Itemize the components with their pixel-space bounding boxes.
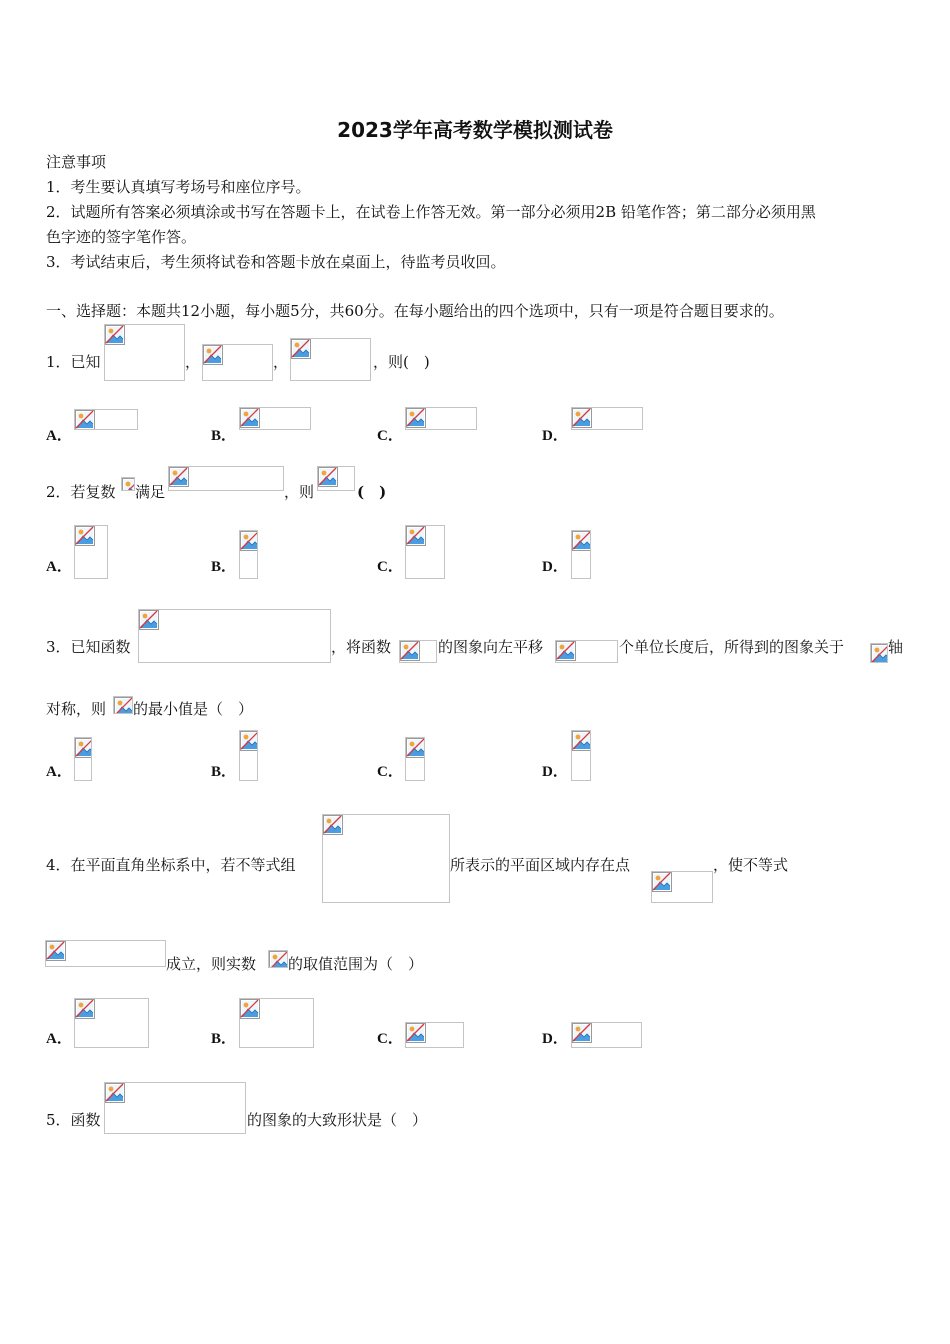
broken-image-icon (572, 408, 592, 428)
question-2-text: 满足 (135, 483, 166, 501)
formula-image[interactable] (405, 1022, 464, 1048)
broken-image-icon (871, 644, 887, 662)
question-3-text: 轴 (888, 638, 904, 656)
formula-image (268, 950, 288, 968)
question-3-text: 对称，则 (46, 700, 107, 718)
option-d-label: D． (542, 559, 568, 575)
broken-image-icon (406, 408, 426, 428)
broken-image-icon (75, 526, 95, 546)
notice-item: 2．试题所有答案必须填涂或书写在答题卡上，在试卷上作答无效。第一部分必须用2B 铅笔作答；第二部分必须用黑 (46, 203, 816, 221)
option-a-label: A． (46, 559, 72, 575)
formula-image[interactable] (571, 1022, 642, 1048)
broken-image-icon (75, 410, 95, 429)
question-4-text: 的取值范围为（ ） (288, 955, 424, 973)
notice-heading: 注意事项 (46, 153, 107, 171)
broken-image-icon (572, 1023, 592, 1043)
formula-image[interactable] (74, 737, 92, 781)
broken-image-icon (323, 815, 343, 835)
broken-image-icon (75, 738, 91, 758)
formula-image (113, 696, 133, 714)
question-2-text: ，则 (284, 483, 315, 501)
broken-image-icon (406, 1023, 426, 1043)
formula-image (322, 814, 450, 903)
formula-image (399, 640, 437, 663)
option-a-label: A． (46, 764, 72, 780)
formula-image[interactable] (571, 730, 591, 781)
option-b-label: B． (211, 1031, 237, 1047)
question-5-text: 5．函数 (46, 1111, 101, 1129)
formula-image (121, 477, 135, 491)
formula-image (138, 609, 331, 663)
formula-image (104, 324, 185, 381)
broken-image-icon (572, 731, 590, 751)
question-4-text: 所表示的平面区域内存在点 (450, 856, 631, 874)
option-a-label: A． (46, 428, 72, 444)
notice-item: 色字迹的签字笔作答。 (46, 228, 197, 246)
broken-image-icon (105, 325, 125, 345)
question-1-text: 1．已知 (46, 353, 101, 371)
section-heading: 一、选择题：本题共12小题，每小题5分，共60分。在每小题给出的四个选项中，只有一项是符合题目要求的。 (46, 302, 784, 320)
broken-image-icon (318, 467, 338, 487)
question-3-text: 的图象向左平移 (438, 638, 544, 656)
formula-image[interactable] (74, 998, 149, 1048)
formula-image[interactable] (239, 407, 311, 430)
question-4-text: 成立，则实数 (166, 955, 257, 973)
broken-image-icon (105, 1083, 125, 1103)
option-b-label: B． (211, 428, 237, 444)
broken-image-icon (291, 339, 311, 359)
formula-image (202, 344, 273, 381)
formula-image[interactable] (239, 730, 258, 781)
option-d-label: D． (542, 764, 568, 780)
formula-image (651, 871, 713, 903)
question-1-text: ， (273, 353, 289, 371)
page-title: 2023学年高考数学模拟测试卷 (337, 118, 613, 142)
formula-image (45, 940, 166, 967)
question-4-text: 4．在平面直角坐标系中，若不等式组 (46, 856, 296, 874)
broken-image-icon (240, 531, 257, 551)
formula-image (317, 466, 355, 491)
broken-image-icon (269, 951, 287, 967)
option-d-label: D． (542, 1031, 568, 1047)
broken-image-icon (46, 941, 66, 961)
broken-image-icon (406, 738, 424, 758)
question-3-text: 的最小值是（ ） (133, 700, 254, 718)
broken-image-icon (400, 641, 420, 661)
question-3-text: ，将函数 (331, 638, 392, 656)
question-2-text: ( ) (357, 483, 387, 501)
question-4-text: ，使不等式 (713, 856, 789, 874)
option-d-label: D． (542, 428, 568, 444)
notice-item: 3．考试结束后，考生须将试卷和答题卡放在桌面上，待监考员收回。 (46, 253, 506, 271)
formula-image[interactable] (239, 998, 314, 1048)
option-c-label: C． (377, 559, 403, 575)
formula-image (555, 640, 618, 663)
formula-image[interactable] (74, 409, 138, 430)
question-3-text: 个单位长度后，所得到的图象关于 (619, 638, 845, 656)
question-2-text: 2．若复数 (46, 483, 116, 501)
broken-image-icon (75, 999, 95, 1019)
broken-image-icon (240, 408, 260, 428)
formula-image[interactable] (239, 530, 258, 579)
question-3-text: 3．已知函数 (46, 638, 131, 656)
option-c-label: C． (377, 764, 403, 780)
broken-image-icon (652, 872, 672, 892)
option-b-label: B． (211, 764, 237, 780)
formula-image[interactable] (571, 407, 643, 430)
option-c-label: C． (377, 1031, 403, 1047)
broken-image-icon (240, 999, 260, 1019)
formula-image[interactable] (405, 525, 445, 579)
option-a-label: A． (46, 1031, 72, 1047)
formula-image[interactable] (405, 737, 425, 781)
question-1-text: ， (185, 353, 201, 371)
broken-image-icon (139, 610, 159, 630)
formula-image[interactable] (405, 407, 477, 430)
question-5-text: 的图象的大致形状是（ ） (247, 1111, 428, 1129)
broken-image-icon (240, 731, 257, 751)
option-b-label: B． (211, 559, 237, 575)
formula-image[interactable] (571, 530, 591, 579)
formula-image (168, 466, 284, 491)
broken-image-icon (114, 697, 132, 713)
formula-image (104, 1082, 246, 1134)
broken-image-icon (556, 641, 576, 661)
formula-image (290, 338, 371, 381)
broken-image-icon (169, 467, 189, 487)
broken-image-icon (122, 478, 134, 490)
option-c-label: C． (377, 428, 403, 444)
formula-image (870, 643, 888, 663)
notice-item: 1．考生要认真填写考场号和座位序号。 (46, 178, 311, 196)
broken-image-icon (406, 526, 426, 546)
broken-image-icon (203, 345, 223, 365)
formula-image[interactable] (74, 525, 108, 579)
broken-image-icon (572, 531, 590, 551)
question-1-text: ，则( ) (373, 353, 430, 371)
